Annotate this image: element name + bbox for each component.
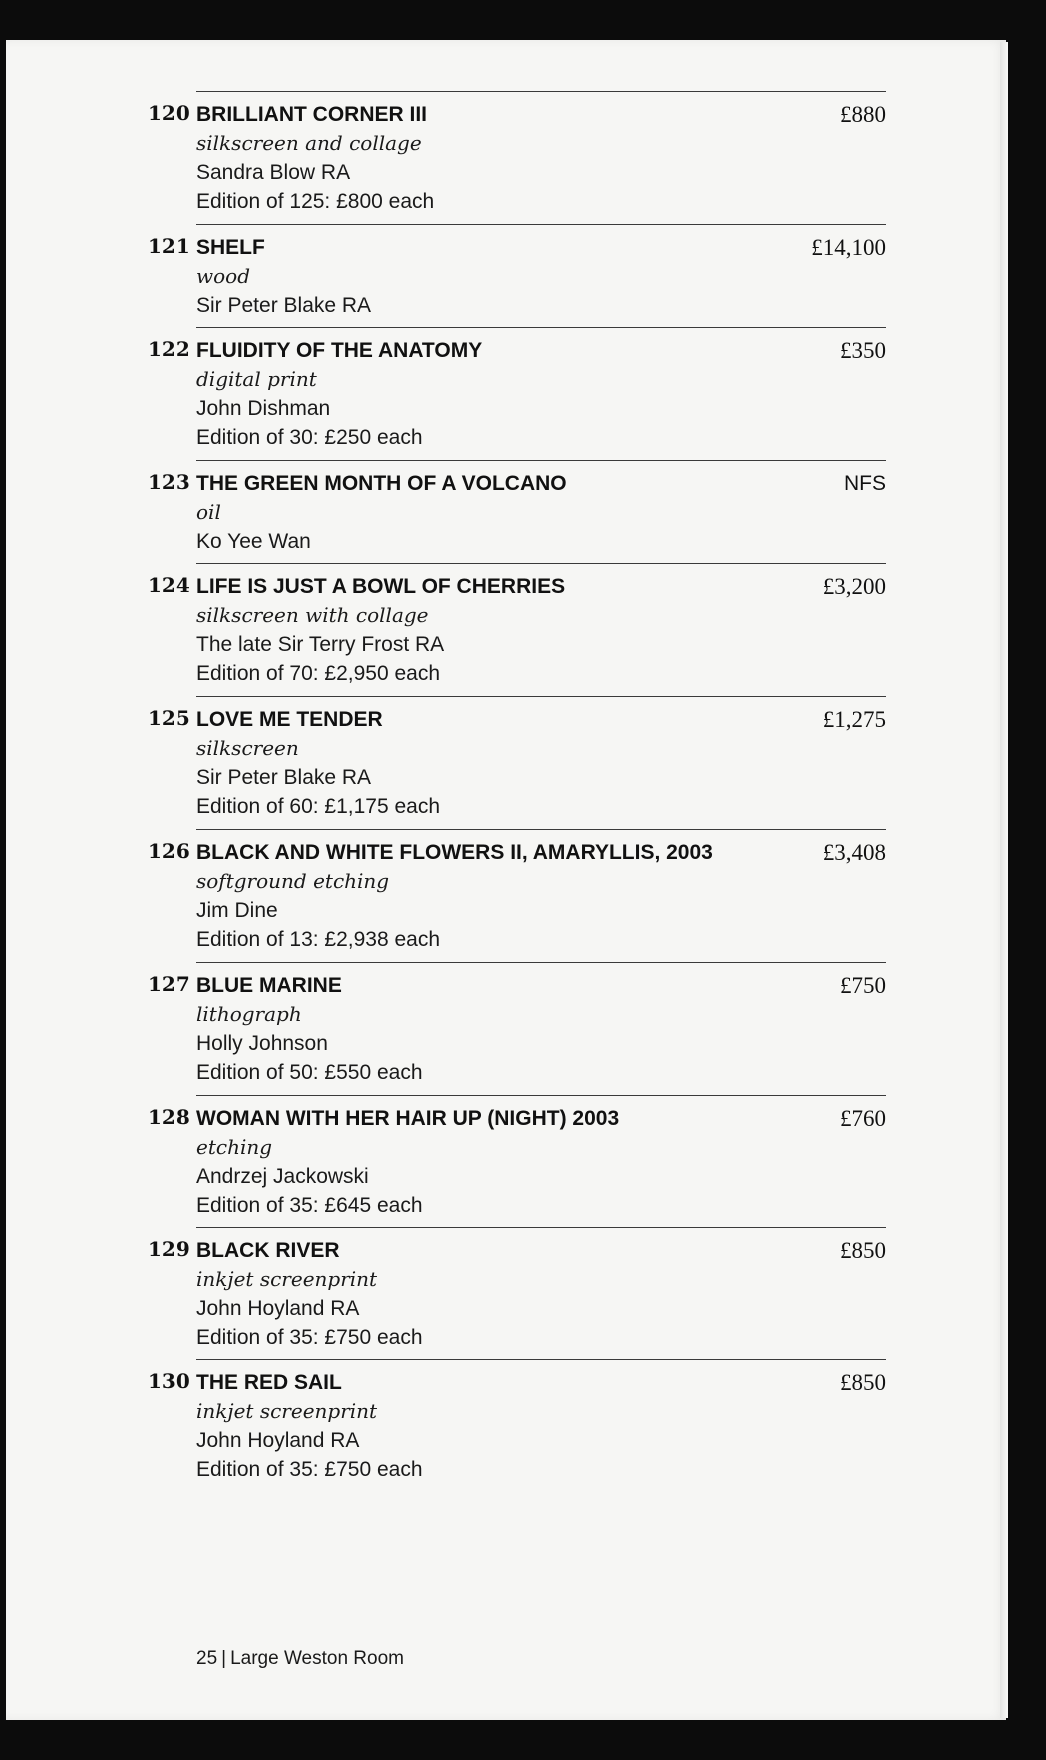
entry-title: BLACK AND WHITE FLOWERS II, AMARYLLIS, 2003 — [196, 841, 713, 864]
entry-130 — [148, 1359, 886, 1484]
entry-medium: softground etching — [196, 869, 390, 893]
entry-artist: Holly Johnson — [196, 1032, 328, 1055]
entry-medium: inkjet screenprint — [196, 1399, 378, 1423]
entry-edition: Edition of 125: £800 each — [196, 190, 435, 213]
entry-artist: The late Sir Terry Frost RA — [196, 633, 445, 656]
entry-123 — [148, 460, 886, 556]
entry-number: 129 — [148, 1237, 190, 1261]
entry-medium: inkjet screenprint — [196, 1267, 378, 1291]
entry-title: THE RED SAIL — [196, 1371, 342, 1394]
entry-medium: silkscreen — [196, 736, 299, 760]
entry-price: £850 — [840, 1370, 886, 1395]
entry-edition: Edition of 70: £2,950 each — [196, 662, 441, 685]
entry-price: £750 — [840, 973, 886, 998]
entry-edition: Edition of 35: £645 each — [196, 1194, 423, 1217]
entry-price: NFS — [844, 472, 886, 495]
entry-artist: Jim Dine — [196, 899, 278, 922]
entry-artist: Ko Yee Wan — [196, 530, 311, 553]
entry-artist: Sandra Blow RA — [196, 161, 351, 184]
entry-price: £760 — [840, 1106, 886, 1131]
entry-artist: Sir Peter Blake RA — [196, 294, 372, 317]
entry-120 — [148, 91, 886, 216]
entry-124 — [148, 563, 886, 688]
entry-artist: John Hoyland RA — [196, 1297, 360, 1320]
entry-125 — [148, 696, 886, 821]
footer-separator: | — [221, 1648, 227, 1669]
entry-title: WOMAN WITH HER HAIR UP (NIGHT) 2003 — [196, 1107, 620, 1130]
room-name: Large Weston Room — [230, 1648, 404, 1669]
entry-artist: John Dishman — [196, 397, 331, 420]
entry-number: 121 — [148, 234, 190, 258]
entry-price: £3,408 — [822, 840, 886, 865]
entry-number: 124 — [148, 573, 190, 597]
entry-edition: Edition of 13: £2,938 each — [196, 928, 441, 951]
entry-medium: digital print — [196, 367, 317, 391]
page-number: 25 — [196, 1648, 218, 1669]
page-edge — [1000, 42, 1008, 1718]
entry-number: 122 — [148, 337, 190, 361]
entry-number: 120 — [148, 101, 190, 125]
entry-128 — [148, 1095, 886, 1220]
entry-title: BLUE MARINE — [196, 974, 342, 997]
entry-121 — [148, 224, 886, 320]
entry-price: £350 — [840, 338, 886, 363]
entry-price: £3,200 — [822, 574, 886, 599]
entry-number: 128 — [148, 1105, 190, 1129]
entry-title: BLACK RIVER — [196, 1239, 340, 1262]
entry-number: 127 — [148, 972, 190, 996]
entry-edition: Edition of 35: £750 each — [196, 1458, 423, 1481]
entry-price: £14,100 — [811, 235, 886, 260]
page-footer — [196, 1648, 404, 1670]
entry-medium: lithograph — [196, 1002, 302, 1026]
catalogue-page — [6, 40, 1006, 1720]
entry-127 — [148, 962, 886, 1087]
entry-title: LIFE IS JUST A BOWL OF CHERRIES — [196, 575, 566, 598]
entry-medium: wood — [196, 264, 251, 288]
entry-title: FLUIDITY OF THE ANATOMY — [196, 339, 483, 362]
entry-number: 125 — [148, 706, 190, 730]
entry-title: BRILLIANT CORNER III — [196, 103, 427, 126]
entry-122 — [148, 327, 886, 452]
entry-number: 123 — [148, 470, 190, 494]
entry-price: £880 — [840, 102, 886, 127]
entry-medium: etching — [196, 1135, 273, 1159]
entry-edition: Edition of 35: £750 each — [196, 1326, 423, 1349]
entry-medium: silkscreen with collage — [196, 603, 429, 627]
entry-medium: oil — [196, 500, 221, 524]
entry-edition: Edition of 30: £250 each — [196, 426, 423, 449]
entry-artist: John Hoyland RA — [196, 1429, 360, 1452]
entry-title: SHELF — [196, 236, 265, 259]
entry-number: 130 — [148, 1369, 190, 1393]
entry-price: £850 — [840, 1238, 886, 1263]
entry-price: £1,275 — [822, 707, 886, 732]
entry-129 — [148, 1227, 886, 1352]
entry-artist: Andrzej Jackowski — [196, 1165, 369, 1188]
entry-artist: Sir Peter Blake RA — [196, 766, 372, 789]
entry-126 — [148, 829, 886, 954]
entry-number: 126 — [148, 839, 190, 863]
entry-edition: Edition of 50: £550 each — [196, 1061, 423, 1084]
entry-medium: silkscreen and collage — [196, 131, 422, 155]
entry-title: LOVE ME TENDER — [196, 708, 383, 731]
entry-title: THE GREEN MONTH OF A VOLCANO — [196, 472, 567, 495]
entry-edition: Edition of 60: £1,175 each — [196, 795, 441, 818]
